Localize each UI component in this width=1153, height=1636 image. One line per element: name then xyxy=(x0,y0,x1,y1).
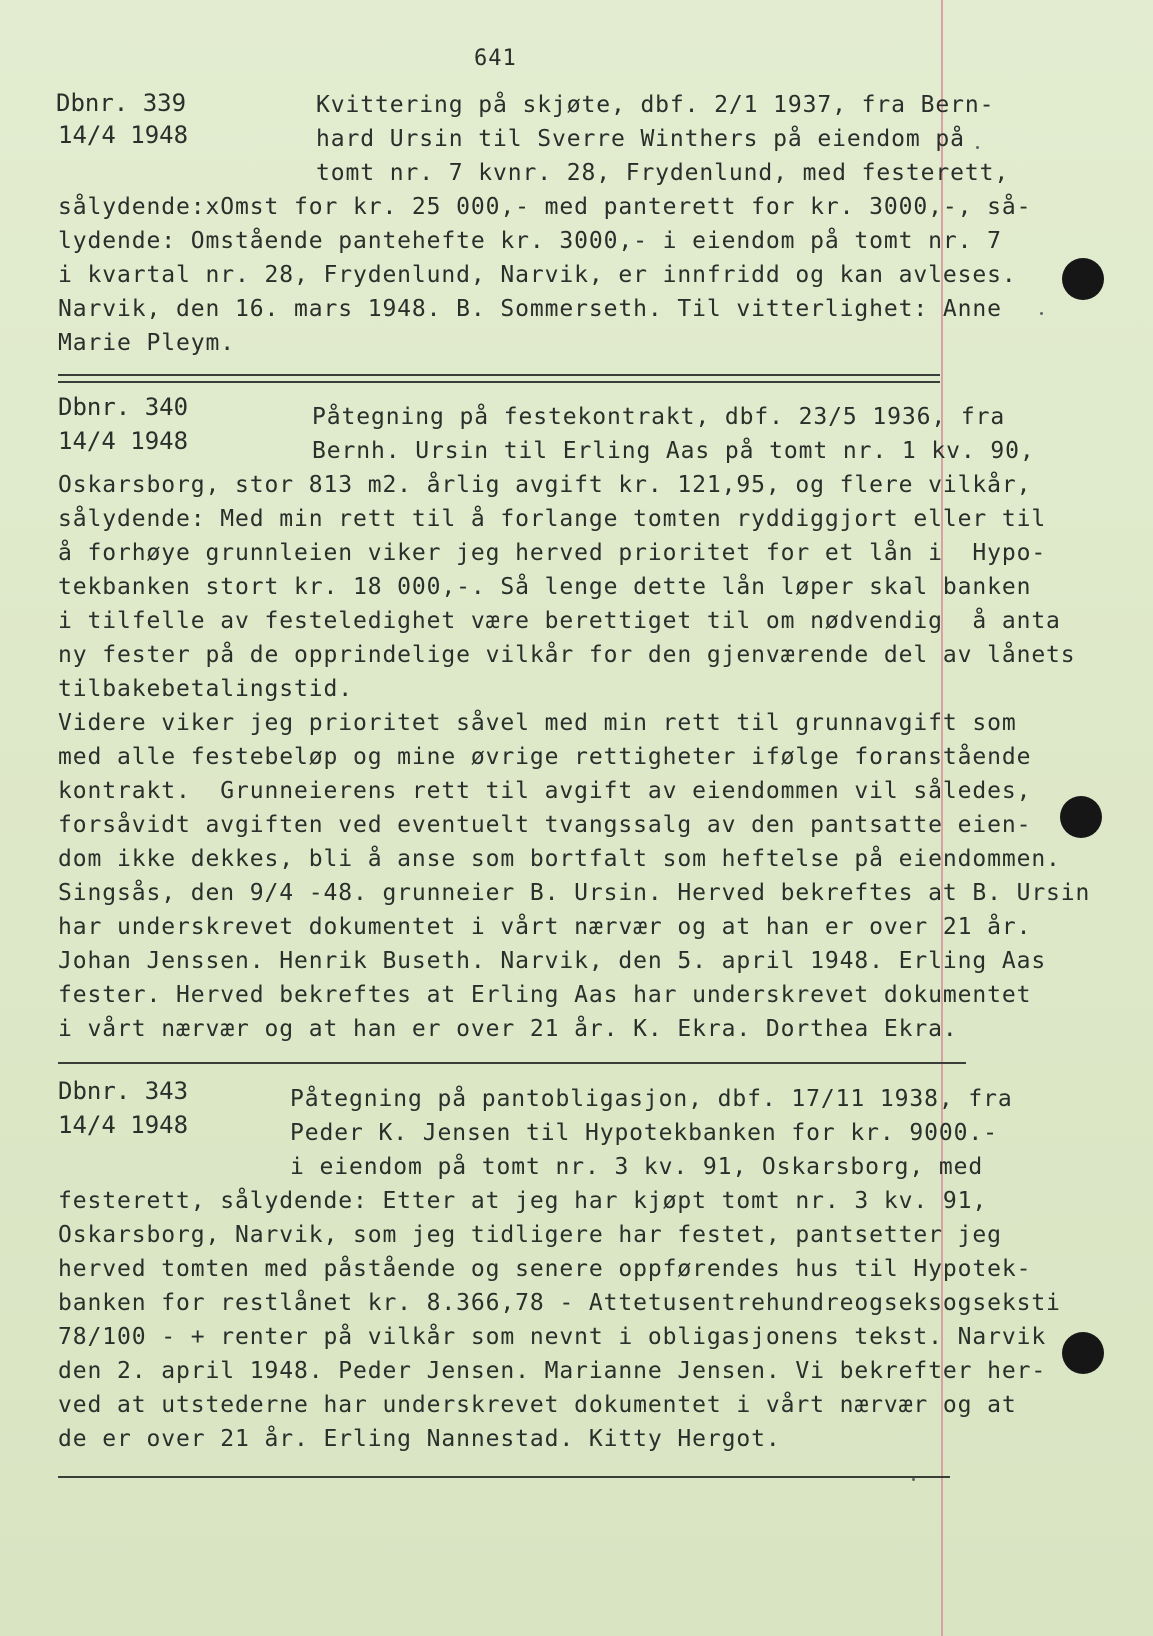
paper-speck xyxy=(976,146,979,149)
page-number: 641 xyxy=(474,46,517,71)
text-line: de er over 21 år. Erling Nannestad. Kitty Hergot. xyxy=(58,1426,781,1452)
text-line: i kvartal nr. 28, Frydenlund, Narvik, er innfridd og kan avleses. xyxy=(58,262,1017,288)
entry-date: 14/4 1948 xyxy=(58,1111,189,1139)
text-line: Oskarsborg, Narvik, som jeg tidligere har festet, pantsetter jeg xyxy=(58,1222,1002,1248)
text-line: Johan Jenssen. Henrik Buseth. Narvik, den 5. april 1948. Erling Aas xyxy=(58,948,1047,974)
entry-divider xyxy=(58,1476,950,1478)
paper-speck xyxy=(912,1478,915,1481)
text-line: med alle festebeløp og mine øvrige rettigheter ifølge foranstående xyxy=(58,744,1032,770)
text-line: ved at utstederne har underskrevet dokumentet i vårt nærvær og at xyxy=(58,1392,1017,1418)
text-line: i vårt nærvær og at han er over 21 år. K. Ekra. Dorthea Ekra. xyxy=(58,1016,958,1042)
text-line: sålydende: Med min rett til å forlange tomten ryddiggjort eller til xyxy=(58,506,1047,532)
punch-hole xyxy=(1062,258,1104,300)
text-line: tilbakebetalingstid. xyxy=(58,676,353,702)
entry-date: 14/4 1948 xyxy=(58,121,189,149)
text-line: å forhøye grunnleien viker jeg herved prioritet for et lån i Hypo- xyxy=(58,540,1047,566)
entry-date: 14/4 1948 xyxy=(58,427,189,455)
entry-dbnr: Dbnr. 340 xyxy=(58,393,189,421)
text-line: Påtegning på festekontrakt, dbf. 23/5 1936, fra xyxy=(312,404,1006,430)
entry-divider xyxy=(58,1062,966,1064)
punch-hole xyxy=(1060,796,1102,838)
entry-divider xyxy=(58,374,940,383)
text-line: ny fester på de opprindelige vilkår for den gjenværende del av lånets xyxy=(58,642,1076,668)
text-line: Marie Pleym. xyxy=(58,330,235,356)
text-line: festerett, sålydende: Etter at jeg har kjøpt tomt nr. 3 kv. 91, xyxy=(58,1188,988,1214)
text-line: tomt nr. 7 kvnr. 28, Frydenlund, med festerett, xyxy=(316,160,1010,186)
paper-speck xyxy=(1040,312,1043,315)
text-line: 78/100 - + renter på vilkår som nevnt i obligasjonens tekst. Narvik xyxy=(58,1324,1047,1350)
punch-hole xyxy=(1062,1332,1104,1374)
text-line: Oskarsborg, stor 813 m2. årlig avgift kr. 121,95, og flere vilkår, xyxy=(58,472,1032,498)
text-line: kontrakt. Grunneierens rett til avgift av eiendommen vil således, xyxy=(58,778,1032,804)
text-line: Bernh. Ursin til Erling Aas på tomt nr. 1 kv. 90, xyxy=(312,438,1035,464)
text-line: Kvittering på skjøte, dbf. 2/1 1937, fra Bern- xyxy=(316,92,995,118)
text-line: Påtegning på pantobligasjon, dbf. 17/11 1938, fra xyxy=(290,1086,1013,1112)
text-line: har underskrevet dokumentet i vårt nærvær og at han er over 21 år. xyxy=(58,914,1032,940)
text-line: tekbanken stort kr. 18 000,-. Så lenge dette lån løper skal banken xyxy=(58,574,1032,600)
text-line: forsåvidt avgiften ved eventuelt tvangssalg av den pantsatte eien- xyxy=(58,812,1032,838)
entry-dbnr: Dbnr. 343 xyxy=(58,1077,189,1105)
text-line: Narvik, den 16. mars 1948. B. Sommerseth. Til vitterlighet: Anne xyxy=(58,296,1002,322)
text-line: fester. Herved bekreftes at Erling Aas har underskrevet dokumentet xyxy=(58,982,1032,1008)
text-line: herved tomten med påstående og senere oppførendes hus til Hypotek- xyxy=(58,1256,1032,1282)
entry-dbnr: Dbnr. 339 xyxy=(56,89,187,117)
text-line: dom ikke dekkes, bli å anse som bortfalt som heftelse på eiendommen. xyxy=(58,846,1061,872)
text-line: Videre viker jeg prioritet såvel med min rett til grunnavgift som xyxy=(58,710,1017,736)
text-line: i eiendom på tomt nr. 3 kv. 91, Oskarsborg, med xyxy=(290,1154,984,1180)
text-line: i tilfelle av festeledighet være berettiget til om nødvendig å anta xyxy=(58,608,1061,634)
text-line: den 2. april 1948. Peder Jensen. Marianne Jensen. Vi bekrefter her- xyxy=(58,1358,1047,1384)
text-line: lydende: Omstående pantehefte kr. 3000,- i eiendom på tomt nr. 7 xyxy=(58,228,1002,254)
text-line: banken for restlånet kr. 8.366,78 - Attetusentrehundreogseksogseksti xyxy=(58,1290,1061,1316)
text-line: Peder K. Jensen til Hypotekbanken for kr. 9000.- xyxy=(290,1120,998,1146)
text-line: hard Ursin til Sverre Winthers på eiendom på xyxy=(316,126,965,152)
text-line: Singsås, den 9/4 -48. grunneier B. Ursin. Herved bekreftes at B. Ursin xyxy=(58,880,1091,906)
text-line: sålydende:xOmst for kr. 25 000,- med panterett for kr. 3000,-, så- xyxy=(58,194,1032,220)
